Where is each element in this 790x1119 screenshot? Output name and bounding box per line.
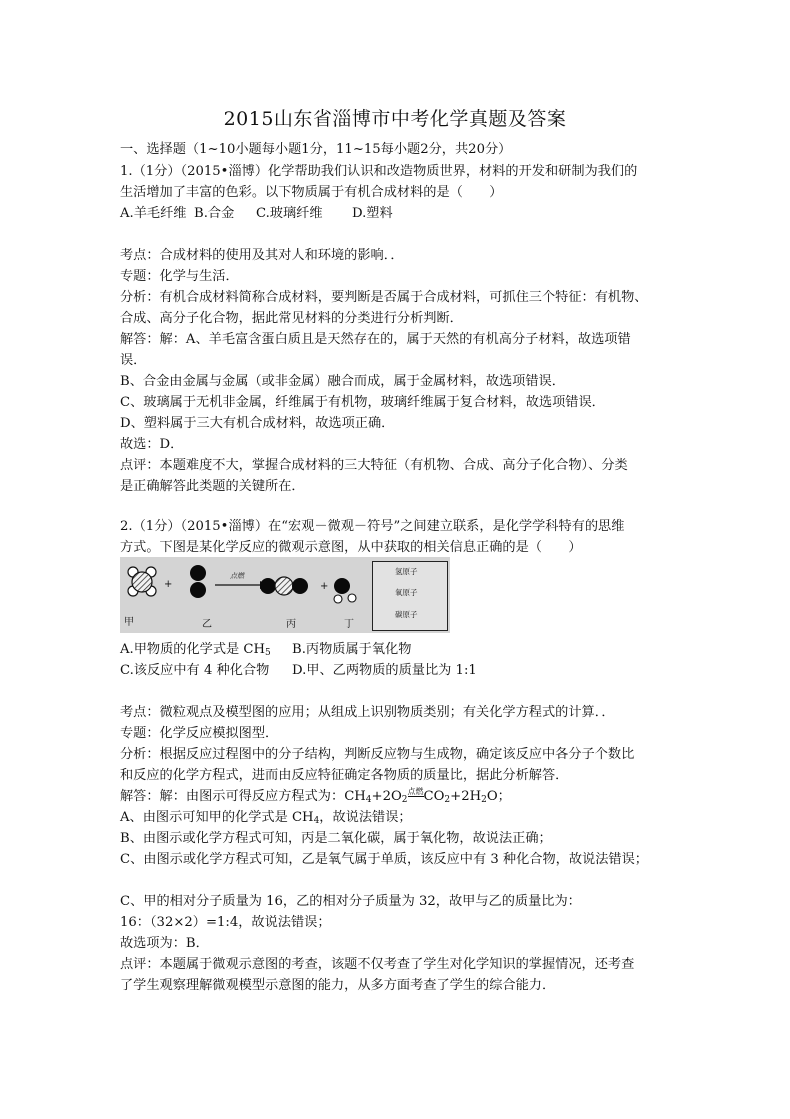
molecule-yi xyxy=(190,565,206,598)
arrow-condition: 点燃 xyxy=(230,572,244,580)
q1-kaodian: 考点：合成材料的使用及其对人和环境的影响．． xyxy=(120,248,404,263)
q1-stem-line1: 1.（1分）（2015•淄博）化学帮助我们认识和改造物质世界，材料的开发和研制为我们的 xyxy=(120,164,638,179)
plus-sign-2: + xyxy=(320,581,329,592)
q1-fenxi-line1: 分析：有机合成材料简称合成材料，要判断是否属于合成材料，可抓住三个特征：有机物、 xyxy=(120,290,648,305)
chemical-equation: $CH_4+2O_2$点燃$CO_2+2H_2O$； xyxy=(344,787,511,805)
label-yi: 乙 xyxy=(202,619,212,630)
q1-jieda-d: D、塑料属于三大有机合成材料，故选项正确． xyxy=(120,416,395,431)
q2-jieda-a: A、由图示可知甲的化学式是 $CH_4$，故说法错误； xyxy=(120,810,412,826)
q2-option-d: D.甲、乙两物质的质量比为 1:1 xyxy=(292,663,477,678)
q1-options xyxy=(120,205,393,223)
molecule-bing xyxy=(260,577,308,595)
section-heading: 一、选择题（1~10小题每小题1分，11~15每小题2分，共20分） xyxy=(120,142,512,157)
q2-option-a: A.甲物质的化学式是 CH5 xyxy=(120,642,271,658)
q2-option-c: C.该反应中有 4 种化合物 xyxy=(120,663,270,678)
legend-carbon: 碳原子 xyxy=(395,610,418,619)
reaction-diagram xyxy=(120,557,450,633)
q2-options-row2 xyxy=(120,662,477,680)
q1-zhuanti: 专题：化学与生活． xyxy=(120,269,239,284)
q2-option-b: B.丙物质属于氧化物 xyxy=(292,642,412,657)
q1-answer: 故选：D． xyxy=(120,437,184,452)
q1-option-b: B.合金 xyxy=(194,206,235,221)
q2-fenxi-line2: 和反应的化学方程式，进而由反应特征确定各物质的质量比，据此分析解答． xyxy=(120,768,569,783)
q1-option-c: C.玻璃纤维 xyxy=(256,206,323,221)
q2-dianping-line2: 了学生观察理解微观模型示意图的能力，从多方面考查了学生的综合能力． xyxy=(120,978,556,993)
equation-condition: 点燃 xyxy=(407,787,424,796)
q1-option-d: D.塑料 xyxy=(352,206,393,221)
q1-stem-line2: 生活增加了丰富的色彩。以下物质属于有机合成材料的是（ ） xyxy=(120,185,503,200)
q1-jieda-line1: 解答：解：A、羊毛富含蛋白质且是天然存在的，属于天然的有机高分子材料，故选项错 xyxy=(120,332,631,347)
q2-dianping-line1: 点评：本题属于微观示意图的考查，该题不仅考查了学生对化学知识的掌握情况，还考查 xyxy=(120,957,635,972)
q2-options-row1 xyxy=(120,641,411,662)
q2-jieda-b: B、由图示或化学方程式可知，丙是二氧化碳，属于氧化物，故说法正确； xyxy=(120,831,552,846)
label-ding: 丁 xyxy=(344,619,354,630)
q2-stem-line1: 2.（1分）（2015•淄博）在“宏观－微观－符号”之间建立联系，是化学学科特有的思维 xyxy=(120,519,625,534)
q1-option-a: A.羊毛纤维 xyxy=(120,206,187,221)
legend-box xyxy=(372,561,448,631)
q2-fenxi-line1: 分析：根据反应过程图中的分子结构，判断反应物与生成物，确定该反应中各分子个数比 xyxy=(120,747,635,762)
label-bing: 丙 xyxy=(286,619,296,630)
molecule-jia xyxy=(128,567,156,596)
q1-jieda-c: C、玻璃属于无机非金属，纤维属于有机物，玻璃纤维属于复合材料，故选项错误． xyxy=(120,395,605,410)
molecule-ding xyxy=(334,578,356,603)
q1-dianping-line1: 点评：本题难度不大，掌握合成材料的三大特征（有机物、合成、高分子化合物）、分类 xyxy=(120,458,628,473)
q2-equation-line: 解答：解：由图示可得反应方程式为：$CH_4+2O_2$点燃$CO_2+2H_2O$； xyxy=(120,787,511,805)
q2-kaodian: 考点：微粒观点及模型图的应用；从组成上识别物质类别；有关化学方程式的计算．． xyxy=(120,705,615,720)
q1-jieda-line2: 误． xyxy=(120,353,147,368)
legend-hydrogen: 氢原子 xyxy=(395,567,418,576)
q2-answer: 故选项为：B． xyxy=(120,936,209,951)
reaction-arrow xyxy=(215,581,268,589)
q1-dianping-line2: 是正确解答此类题的关键所在． xyxy=(120,479,305,494)
q1-jieda-b: B、合金由金属与金属（或非金属）融合而成，属于金属材料，故选项错误． xyxy=(120,374,565,389)
q2-jieda-d-line1: C、甲的相对分子质量为 16，乙的相对分子质量为 32，故甲与乙的质量比为： xyxy=(120,894,581,909)
q2-jieda-d-line2: 16：（32×2）=1:4，故说法错误； xyxy=(120,915,331,930)
q2-zhuanti: 专题：化学反应模拟图型． xyxy=(120,726,279,741)
legend-oxygen: 氧原子 xyxy=(395,588,418,597)
q2-jieda-c: C、由图示或化学方程式可知，乙是氧气属于单质，该反应中有 3 种化合物，故说法错误； xyxy=(120,852,648,867)
q1-fenxi-line2: 合成、高分子化合物，据此常见材料的分类进行分析判断． xyxy=(120,311,463,326)
label-jia: 甲 xyxy=(124,617,134,628)
page-title: 2015山东省淄博市中考化学真题及答案 xyxy=(223,108,567,130)
plus-sign-1: + xyxy=(164,579,173,590)
q2-stem-line2: 方式。下图是某化学反应的微观示意图，从中获取的相关信息正确的是（ ） xyxy=(120,540,582,555)
